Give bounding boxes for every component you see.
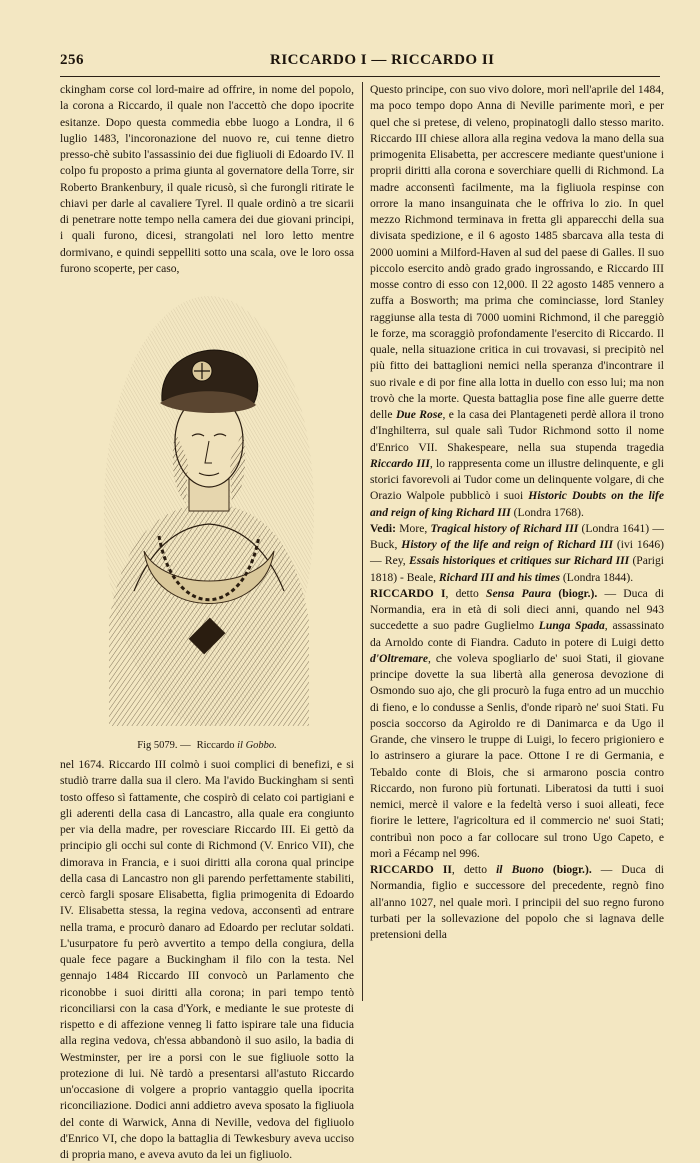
vedi-label: Vedi: [370,521,396,535]
text-run: , e la casa dei Plantageneti perdè allora il trono d'Inghilterra, sul quale salì Tudor Richmond sotto il nome d'Enrico VII. Shakespeare, nella sua stupenda tragedia [370,408,664,454]
italic-lunga-spada: Lunga Spada [538,619,605,633]
entry-riccardo-i [370,586,664,862]
italic-historic-doubts: Historic Doubts on the life and reign of king Richard III [370,489,664,519]
text-run: (Londra 1768). [510,505,584,519]
text-run: (ivi 1646) — Rey, [370,538,664,568]
page-number: 256 [60,52,84,68]
entry-heading-riccardo-i: RICCARDO I [370,586,446,600]
column-divider [362,82,363,1001]
ref-title-3: Essais historiques et critiques sur Richard III [409,554,630,568]
text-run: , detto [451,863,497,876]
biogr-tag: (biogr.). [551,586,598,600]
text-run: Questo principe, con suo vivo dolore, morì nell'aprile del 1484, ma poco tempo dopo Anna di Neville parimente morì, e per quel che si pretese, di veleno, propinatogli dallo stesso marito. Riccardo III chiese allora alla regina vedova la mano della sua primogenita Elisabetta, per accrescere mediante quest'unione i proprii diritti alla corona e soverchiare quelli di Richmond. La madre acconsentì facilmente, ma la figliuola respinse con orrore la mano insanguinata che le offriva lo zio. In quel mezzo Richmond terminava in fretta gli apparecchi della sua divisata spedizione, e il 6 agosto 1485 sbarcava alla testa di 2000 uomini a Milford-Haven al sud del paese di Galles. Il suo piccolo esercito andò grado grado ingrossando, e Riccardo III mosse contro di esso con 12,000. Il 22 agosto 1485 vennero a zuffa a Bosworth; ma prima che cominciasse, lord Stanley raggiunse alla testa di 7000 uomini Richmond, il che pareggiò le forze, ma scoraggiò profondamente l'esercito di Riccardo. Il quale, nella situazione critica in cui trovavasi, si precipitò nel più fitto dei battaglioni nemici nella speranza d'incontrare il suo rivale e di por fine alla lotta in duello con esso lui; ma non trovò che la morte. Questa battaglia pose fine alle guerre dette delle [370,83,664,421]
portrait-engraving [104,291,314,726]
entry-riccardo-ii [370,862,664,943]
left-paragraph-1: ckingham corse col lord-maire ad offrire, in nome del popolo, la corona a Riccardo, il quale non l'accettò che dopo ipocrite esitanze. Dopo questa commedia ebbe luogo a Londra, il 6 luglio 1483, l'incoronazione del nuovo re, cui tenne dietro presso-chè subito l'assassinio dei due figliuoli di Edoardo IV. Il colpo fu proposto a prima giunta al governatore della Torre, sir Roberto Brankenbury, il quale ricusò, sì che furongli ritirate le chiavi per darle al cavaliere Tyrel. Il quale ordinò a tre sicarii di penetrare notte tempo nella camera dei due giovani principi, i quali furono, dicesi, strangolati nel loro letto mentre dormivano, e quindi seppelliti sotto una scala, ove le loro ossa furono scoperte, per caso, [60,83,354,275]
italic-il-buono: il Buono [496,863,544,876]
left-column [60,82,354,1163]
text-run: (Londra 1844). [560,570,634,584]
ref-title-2: History of the life and reign of Richard III [401,538,613,551]
figure-portrait [60,283,354,753]
caption-name-gobbo: il Gobbo. [237,740,277,751]
ref-title-4: Richard III and his times [438,570,561,584]
right-column [370,82,664,943]
italic-due-rose: Due Rose [395,408,443,421]
text-run: (Parigi 1818) - Beale, [370,554,665,584]
text-run: (Londra 1641) — Buck, [370,521,664,551]
caption-name-riccardo: Riccardo [196,740,235,751]
text-run: , assassinato da Arnoldo conte di Fiandra. Caduto in potere di Luigi detto [370,619,665,649]
text-run: More, [395,521,431,535]
caption-figure-number: Fig 5079. — [137,740,191,751]
page-header [60,52,660,72]
ref-title-1: Tragical history of Richard III [430,521,579,535]
entry-heading-riccardo-ii: RICCARDO II [370,863,452,876]
italic-oltremare: d'Oltremare [370,651,428,665]
biogr-tag: (biogr.). [543,863,592,876]
running-title: RICCARDO I — RICCARDO II [270,52,495,68]
italic-senza-paura: Sensa Paura [486,586,552,600]
text-run: , lo rappresenta come un illustre delinquente, e gli storici favorevoli ai Tudor come un delinquente volgare, di che Orazio Walpole pubblicò i suoi [370,456,664,503]
references-paragraph [370,521,664,586]
header-rule [60,76,660,77]
left-paragraph-2: nel 1674. Riccardo III colmò i suoi complici di benefizi, e si studiò trarre dalla sua il clero. Ma l'avido Buckingham si sentì tosto offeso sì fattamente, che cospirò di celato coi partigiani e gli aderenti della casa di Lancastro, alla quale era congiunto per via della madre, per rovesciare Riccardo III. Ei gettò da principio gli occhi sul conte di Richmond (V. Enrico VII), che dimorava in Francia, e i suoi diritti alla corona qual principe della casa di Lancastro non gli parendo perfettamente stabiliti, cercò fargli sposare Elisabetta, figlia primogenita di Edoardo IV. Elisabetta stessa, la regina vedova, acconsentì ad entrare nella trama, e procurò danaro ad Edoardo per reclutar soldati. L'usurpatore fu però avvertito a tempo della congiura, della quale fece pagare a Buckingham il filo con la testa. Nel gennajo 1484 Riccardo III convocò un Parlamento che riconobbe i suoi diritti alla corona; in pari tempo tentò riconciliarsi con la casa d'York, e mediante le sue proteste di rispetto e di affezione venneg li fatto ispirare tale una fiducia alla regina vedova, ch'essa abbandonò il suo asilo, la badia di Westminster, per ire a porsi con le sue figliuole sotto la protezione di lui. Nè tardò a presentarsi all'astuto Riccardo un'occasione di volgere a proprio vantaggio quella ipocrita riconciliazione. Dodici anni addietro aveva sposato la figliuola del conte di Warwick, Anna di Neville, vedova del figliuolo d'Enrico VI, che dopo la battaglia di Tewkesbury aveva ucciso di propria mano, e aveva avuto da lei un figliuolo. [60,758,354,1161]
text-run: , che voleva spogliarlo de' suoi Stati, il giovane principe dovette la sua libertà alla generosa devozione di Osmondo suo ajo, che gli procurò la fuga entro ad un mucchio di fieno, e lo condusse a Senlis, d'onde riparò ne' suoi Stati. Fu poscia soccorso da Agiroldo re di Danimarca e da Ugo il Grande, che vinsero le truppe di Luigi, lo fecero prigioniero e lo astrinsero a giurare la pace. Ottone I re di Germania, e Tebaldo conte di Blois, che si armarono poscia contro Riccardo, non furono più fortunati. Liberatosi da tutti i suoi nemici, mercè il valore e la fedeltà verso i suoi alleati, fece fiorire le lettere, l'agricoltura ed il commercio ne' suoi Stati; contribuì non poco a far collocare sul trono Ugo Capeto, e morì a Fécamp nel 996. [370,651,664,860]
text-run: , detto [445,586,486,600]
italic-riccardo-iii: Riccardo III [370,456,430,470]
text-run: — Duca di Normandia, figlio e successore del precedente, regnò fino all'anno 1027, nel quale morì. I principii del suo regno furono turbati per la sollevazione del popolo che si lagnava delle pretensioni della [370,863,664,941]
figure-caption [60,738,354,754]
right-paragraph-1 [370,82,664,521]
text-run: — Duca di Normandia, era in età di soli dieci anni, quando nel 943 succedette a suo padre Guglielmo [370,586,664,633]
